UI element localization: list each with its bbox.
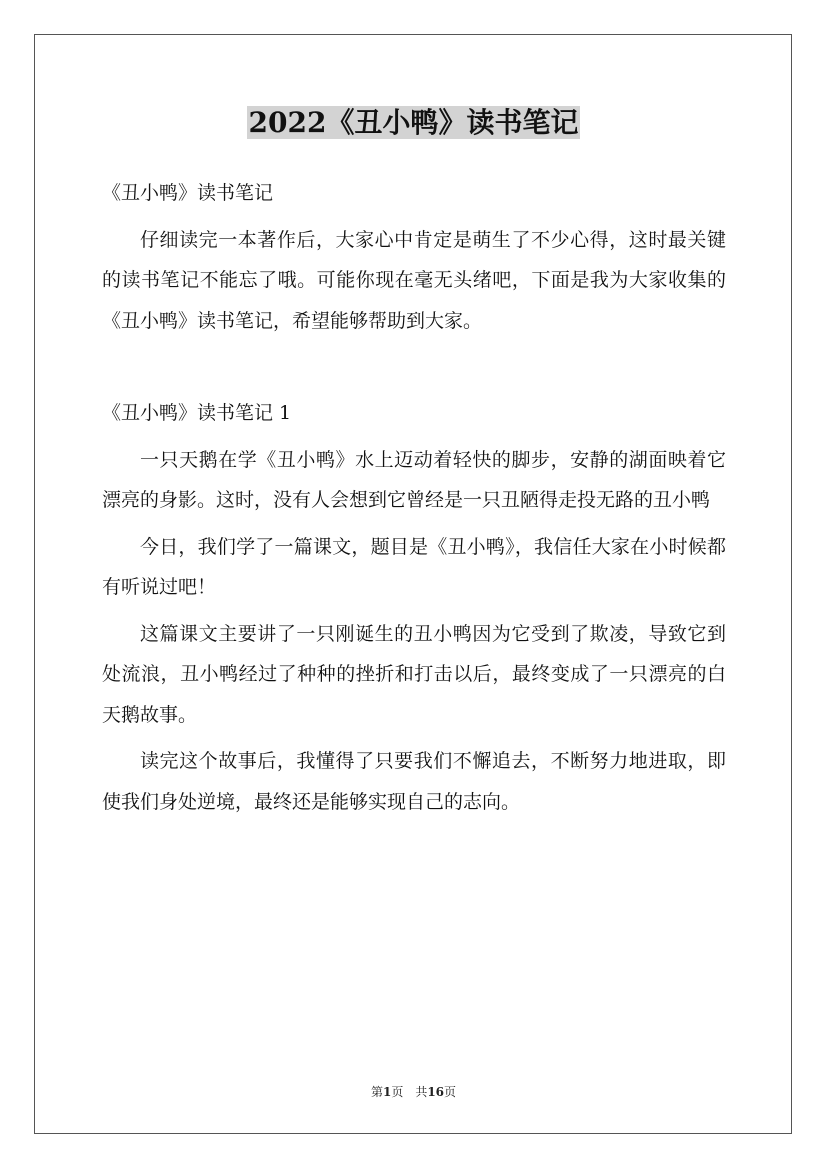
section-heading: 《丑小鸭》读书笔记 1 <box>102 402 292 424</box>
body-paragraph: 读完这个故事后，我懂得了只要我们不懈追去，不断努力地进取，即使我们身处逆境，最终还是能够实现自己的志向。 <box>102 750 726 813</box>
document-body <box>102 173 726 822</box>
page-prefix: 第 <box>370 1085 383 1099</box>
page-suffix: 页 <box>444 1085 457 1099</box>
page-mid: 页 共 <box>391 1085 428 1099</box>
page-number-footer <box>0 1083 827 1100</box>
document-title <box>0 101 827 145</box>
page-total: 16 <box>427 1085 445 1099</box>
intro-paragraph: 仔细读完一本著作后，大家心中肯定是萌生了不少心得，这时最关键的读书笔记不能忘了哦。可能你现在毫无头绪吧，下面是我为大家收集的《丑小鸭》读书笔记，希望能够帮助到大家。 <box>102 228 726 332</box>
body-paragraph: 这篇课文主要讲了一只刚诞生的丑小鸭因为它受到了欺凌，导致它到处流浪，丑小鸭经过了种种的挫折和打击以后，最终变成了一只漂亮的白天鹅故事。 <box>102 622 726 726</box>
document-title-text: 2022《丑小鸭》读书笔记 <box>248 106 579 139</box>
body-paragraph: 今日，我们学了一篇课文，题目是《丑小鸭》，我信任大家在小时候都有听说过吧！ <box>102 535 726 598</box>
body-paragraph: 一只天鹅在学《丑小鸭》水上迈动着轻快的脚步，安静的湖面映着它漂亮的身影。这时，没有人会想到它曾经是一只丑陋得走投无路的丑小鸭 <box>102 448 726 511</box>
intro-heading: 《丑小鸭》读书笔记 <box>102 182 274 204</box>
page-current: 1 <box>382 1085 392 1099</box>
